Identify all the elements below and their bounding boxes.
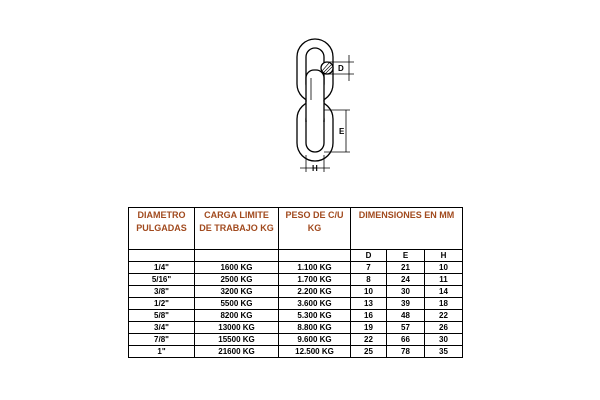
cell-d: 25 [351,346,387,358]
table-row [129,346,463,358]
cell-d: 19 [351,322,387,334]
table-row [129,322,463,334]
cell-peso: 1.700 KG [279,274,351,286]
cell-d: 13 [351,298,387,310]
cell-carga: 21600 KG [195,346,279,358]
cell-h: 18 [425,298,463,310]
header-diametro: DIAMETRO PULGADAS [129,208,195,250]
cell-carga: 2500 KG [195,274,279,286]
cell-d: 22 [351,334,387,346]
dimension-d-label: D [338,64,344,73]
cross-section [321,62,333,74]
cell-peso: 8.800 KG [279,322,351,334]
cell-h: 11 [425,274,463,286]
table-subheader-row [129,250,463,262]
cell-d: 10 [351,286,387,298]
cell-e: 21 [387,262,425,274]
table-row [129,334,463,346]
cell-e: 30 [387,286,425,298]
subheader-h: H [425,250,463,262]
table-row [129,298,463,310]
cell-e: 48 [387,310,425,322]
cell-diametro: 7/8" [129,334,195,346]
cell-carga: 5500 KG [195,298,279,310]
cell-diametro: 1/2" [129,298,195,310]
table-row [129,286,463,298]
cell-e: 78 [387,346,425,358]
table-row [129,310,463,322]
cell-diametro: 3/4" [129,322,195,334]
cell-h: 22 [425,310,463,322]
cell-h: 10 [425,262,463,274]
cell-h: 35 [425,346,463,358]
cell-diametro: 1/4" [129,262,195,274]
dimension-e-label: E [339,127,345,136]
chain-specifications-table [128,207,463,358]
subheader-e: E [387,250,425,262]
cell-h: 14 [425,286,463,298]
table-row [129,262,463,274]
cell-peso: 1.100 KG [279,262,351,274]
cell-e: 57 [387,322,425,334]
cell-diametro: 3/8" [129,286,195,298]
cell-peso: 3.600 KG [279,298,351,310]
cell-d: 8 [351,274,387,286]
cell-diametro: 5/8" [129,310,195,322]
cell-e: 24 [387,274,425,286]
cell-h: 26 [425,322,463,334]
subheader-d: D [351,250,387,262]
cell-carga: 15500 KG [195,334,279,346]
dimension-h-label: H [312,164,318,173]
header-peso: PESO DE C/U KG [279,208,351,250]
cell-peso: 9.600 KG [279,334,351,346]
table-row [129,274,463,286]
cell-diametro: 1" [129,346,195,358]
cell-d: 7 [351,262,387,274]
table-header-row [129,208,463,250]
cell-e: 66 [387,334,425,346]
cell-h: 30 [425,334,463,346]
cell-d: 16 [351,310,387,322]
cell-peso: 5.300 KG [279,310,351,322]
cell-peso: 2.200 KG [279,286,351,298]
cell-carga: 13000 KG [195,322,279,334]
header-dimensiones: DIMENSIONES EN MM [351,208,463,250]
cell-e: 39 [387,298,425,310]
cell-carga: 8200 KG [195,310,279,322]
cell-carga: 3200 KG [195,286,279,298]
cell-peso: 12.500 KG [279,346,351,358]
cell-diametro: 5/16" [129,274,195,286]
header-carga: CARGA LIMITE DE TRABAJO KG [195,208,279,250]
cell-carga: 1600 KG [195,262,279,274]
